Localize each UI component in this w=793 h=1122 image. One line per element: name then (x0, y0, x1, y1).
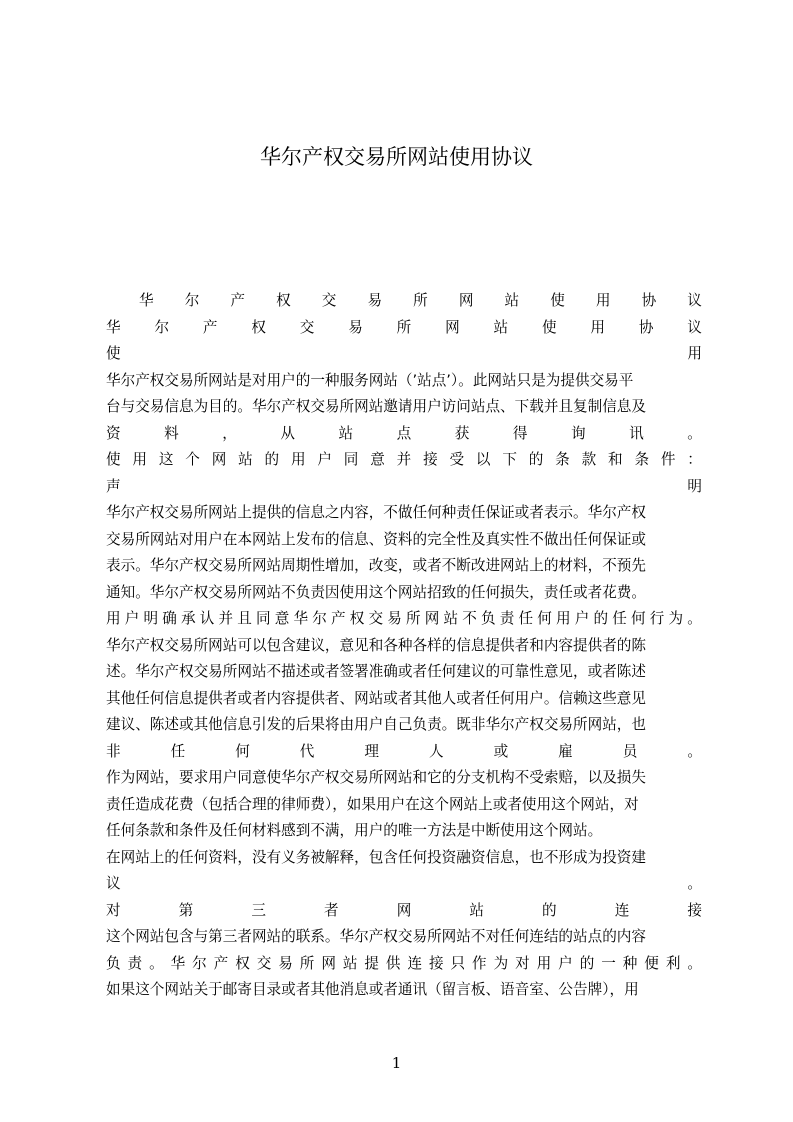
body-char: 从 (280, 424, 295, 442)
body-char: 承 (181, 610, 196, 627)
body-char: 使 (106, 345, 121, 362)
body-line (106, 871, 702, 898)
body-char: 确 (162, 610, 177, 627)
body-char: 所 (413, 292, 428, 309)
body-char: 的 (579, 954, 595, 972)
body-char: 第 (178, 901, 194, 919)
body-char: 接 (687, 901, 702, 919)
body-line: 华尔产权交易所网站是对用户的一种服务网站（’站点’）。此网站只是为提供交易平 (106, 371, 634, 389)
body-char: 认 (199, 610, 215, 627)
body-char: 意 (274, 610, 290, 627)
body-line: 其他任何信息提供者或者内容提供者、网站或者其他人或者任何用户。信赖这些意见 (106, 689, 646, 707)
body-char: 责 (499, 610, 515, 627)
body-char: 受 (449, 451, 465, 468)
page-number: 1 (391, 1054, 402, 1072)
body-char: 所 (396, 318, 412, 336)
body-line: 表示。华尔产权交易所网站周期性增加，改变，或者不断改进网站上的材料，不预先 (106, 557, 646, 574)
body-line: 华尔产权交易所网站可以包含建议，意见和各种各样的信息提供者和内容提供者的陈 (106, 636, 646, 654)
body-char: 用 (290, 451, 306, 468)
body-char: 为 (493, 954, 509, 972)
body-char: 或 (493, 742, 509, 760)
body-line: 台与交易信息为目的。华尔产权交易所网站邀请用户访问站点、下载并且复制信息及 (106, 398, 646, 415)
body-char: 权 (251, 318, 266, 336)
body-line: 交易所网站对用户在本网站上发布的信息、资料的完全性及真实性不做出任何保证或 (106, 530, 646, 548)
body-char: 户 (574, 610, 590, 627)
body-char: 尔 (154, 318, 170, 336)
body-char: 所 (299, 954, 315, 972)
body-char: 尔 (312, 610, 327, 627)
body-char: 交 (321, 292, 337, 309)
body-char: 网 (458, 292, 474, 309)
body-char: 站 (443, 610, 459, 627)
body-char: 交 (368, 610, 384, 627)
body-char: 询 (571, 424, 586, 442)
body-char: 站 (338, 424, 354, 442)
body-char: 易 (387, 610, 402, 627)
body-char: 。 (149, 954, 164, 972)
body-line: 如果这个网站关于邮寄目录或者其他消息或者通讯（留言板、语音室、公告牌），用 (106, 981, 639, 998)
body-char: 交 (256, 954, 272, 972)
body-char: 权 (276, 292, 291, 309)
body-char: 代 (299, 742, 315, 760)
body-char: 。 (687, 424, 702, 442)
body-char: 权 (349, 610, 365, 627)
body-char: 站 (238, 451, 253, 468)
body-char: 一 (601, 954, 616, 972)
body-line (106, 606, 702, 633)
body-char: 的 (264, 451, 280, 468)
body-char: 使 (550, 292, 565, 309)
body-char: 这 (158, 451, 174, 468)
document-body (106, 288, 702, 1004)
body-char: 任 (170, 742, 186, 760)
body-line (106, 341, 702, 368)
body-char: 以 (475, 451, 491, 468)
body-line (106, 315, 702, 342)
body-char: 易 (348, 318, 363, 336)
body-char: 使 (106, 451, 121, 468)
body-char: 对 (106, 901, 121, 919)
body-line: 责任造成花费（包括合理的律师费），如果用户在这个网站上或者使用这个网站，对 (106, 795, 639, 813)
body-char: 产 (202, 318, 218, 336)
body-char: 用 (132, 451, 148, 468)
body-char: 华 (170, 954, 186, 972)
body-char: 获 (454, 424, 470, 442)
body-char: 议 (687, 318, 702, 336)
body-char: 尔 (192, 954, 207, 972)
body-char: 产 (331, 610, 346, 627)
body-char: 产 (213, 954, 229, 972)
body-line (106, 739, 702, 766)
body-char: 尔 (184, 292, 200, 309)
body-line: 述。华尔产权交易所网站不描述或者签署准确或者任何建议的可靠性意见，或者陈述 (106, 663, 646, 680)
body-char: 资 (106, 424, 121, 442)
body-char: 得 (512, 424, 528, 442)
body-char: 条 (555, 451, 570, 468)
body-line (106, 898, 702, 925)
body-char: 只 (450, 954, 466, 972)
body-char: 户 (124, 610, 140, 627)
body-line: 任何条款和条件及任何材料感到不满，用户的唯一方法是中断使用这个网站。 (106, 822, 603, 839)
body-char: 负 (481, 610, 496, 627)
body-char: 用 (536, 954, 552, 972)
body-char: 易 (278, 954, 293, 972)
body-char: 网 (211, 451, 227, 468)
body-char: 并 (218, 610, 234, 627)
body-char: 不 (462, 610, 477, 627)
body-char: 华 (139, 292, 154, 309)
body-char: 协 (638, 318, 654, 336)
body-char: 个 (185, 451, 200, 468)
body-char: 提 (364, 954, 379, 972)
body-char: 何 (537, 610, 552, 627)
body-char: 同 (256, 610, 271, 627)
body-char: 。 (687, 875, 702, 892)
body-char: 任 (518, 610, 534, 627)
body-char: 站 (469, 901, 484, 919)
body-char: 明 (143, 610, 159, 627)
body-line (106, 447, 702, 474)
body-char: 连 (407, 954, 423, 972)
body-char: 议 (687, 292, 702, 309)
body-char: 权 (235, 954, 250, 972)
body-char: 站 (493, 318, 509, 336)
body-char: 利 (665, 954, 681, 972)
body-char: 非 (106, 742, 121, 760)
body-char: 人 (428, 742, 444, 760)
body-char: 用 (590, 318, 605, 336)
body-char: 。 (687, 954, 702, 972)
body-line: 通知。华尔产权交易所网站不负责因使用这个网站招致的任何损失，责任或者花费。 (106, 583, 646, 601)
body-char: 条 (634, 451, 650, 468)
body-char: 雇 (558, 742, 573, 760)
body-char: 用 (556, 610, 571, 627)
body-char: 使 (541, 318, 557, 336)
body-char: 网 (424, 610, 440, 627)
body-char: 的 (528, 451, 544, 468)
body-char: 下 (502, 451, 517, 468)
body-char: 的 (593, 610, 609, 627)
body-char: 易 (367, 292, 383, 309)
body-char: 同 (343, 451, 359, 468)
body-line: 华尔产权交易所网站上提供的信息之内容，不做任何种责任保证或者表示。华尔产权 (106, 504, 646, 521)
body-char: 作 (472, 954, 487, 972)
body-char: 且 (237, 610, 252, 627)
body-char: 网 (396, 901, 412, 919)
body-char: 网 (321, 954, 336, 972)
body-char: 者 (324, 901, 339, 919)
body-char: 件 (660, 451, 676, 468)
body-char: 连 (614, 901, 630, 919)
body-char: 用 (106, 610, 121, 627)
body-char: 华 (106, 318, 121, 336)
body-char: 负 (106, 954, 121, 972)
body-char: 便 (644, 954, 659, 972)
body-char: 所 (406, 610, 421, 627)
body-line (106, 474, 702, 501)
body-char: 点 (396, 424, 412, 442)
body-char: 产 (230, 292, 245, 309)
body-char: 站 (504, 292, 520, 309)
body-char: 接 (428, 954, 444, 972)
body-char: 户 (558, 954, 573, 972)
body-char: 何 (235, 742, 250, 760)
body-line: 建议、陈述或其他信息引发的后果将由用户自己负责。既非华尔产权交易所网站，也 (106, 716, 646, 733)
body-char: 。 (687, 742, 702, 760)
body-char: 讯 (629, 424, 644, 442)
body-line (106, 951, 702, 978)
body-char: ： (687, 451, 702, 468)
body-char: 用 (595, 292, 611, 309)
body-char: 网 (445, 318, 460, 336)
body-char: 的 (542, 901, 557, 919)
body-char: 华 (293, 610, 309, 627)
body-char: 供 (385, 954, 401, 972)
body-char: 协 (641, 292, 657, 309)
document-title: 华尔产权交易所网站使用协议 (260, 145, 533, 169)
body-char: 交 (299, 318, 315, 336)
body-char: 款 (581, 451, 597, 468)
body-char: 站 (342, 954, 358, 972)
body-line: 作为网站，要求用户同意使华尔产权交易所网站和它的分支机构不受索赔，以及损失 (106, 769, 646, 786)
body-char: 责 (127, 954, 143, 972)
body-char: 理 (364, 742, 379, 760)
body-char: 户 (317, 451, 332, 468)
body-char: 三 (251, 901, 266, 919)
body-char: 员 (622, 742, 638, 760)
body-char: ， (222, 424, 237, 442)
body-char: 料 (164, 424, 179, 442)
body-char: 对 (515, 954, 530, 972)
body-char: 用 (687, 345, 702, 362)
body-char: 何 (631, 610, 646, 627)
body-char: 任 (612, 610, 627, 627)
body-char: 种 (622, 954, 638, 972)
body-char: 议 (106, 875, 121, 892)
body-line: 这个网站包含与第三者网站的联系。华尔产权交易所网站不对任何连结的站点的内容 (106, 928, 646, 945)
body-char: 接 (423, 451, 438, 468)
body-char: 声 (106, 477, 121, 495)
body-char: 明 (687, 477, 702, 495)
body-line (106, 288, 702, 315)
body-char: 。 (687, 610, 702, 627)
body-char: 并 (396, 451, 412, 468)
body-char: 为 (668, 610, 684, 627)
body-line: 在网站上的任何资料，没有义务被解释，包含任何投资融资信息，也不形成为投资建 (106, 848, 646, 866)
body-char: 和 (608, 451, 623, 468)
body-char: 行 (649, 610, 665, 627)
body-line (106, 421, 702, 448)
body-char: 意 (370, 451, 385, 468)
